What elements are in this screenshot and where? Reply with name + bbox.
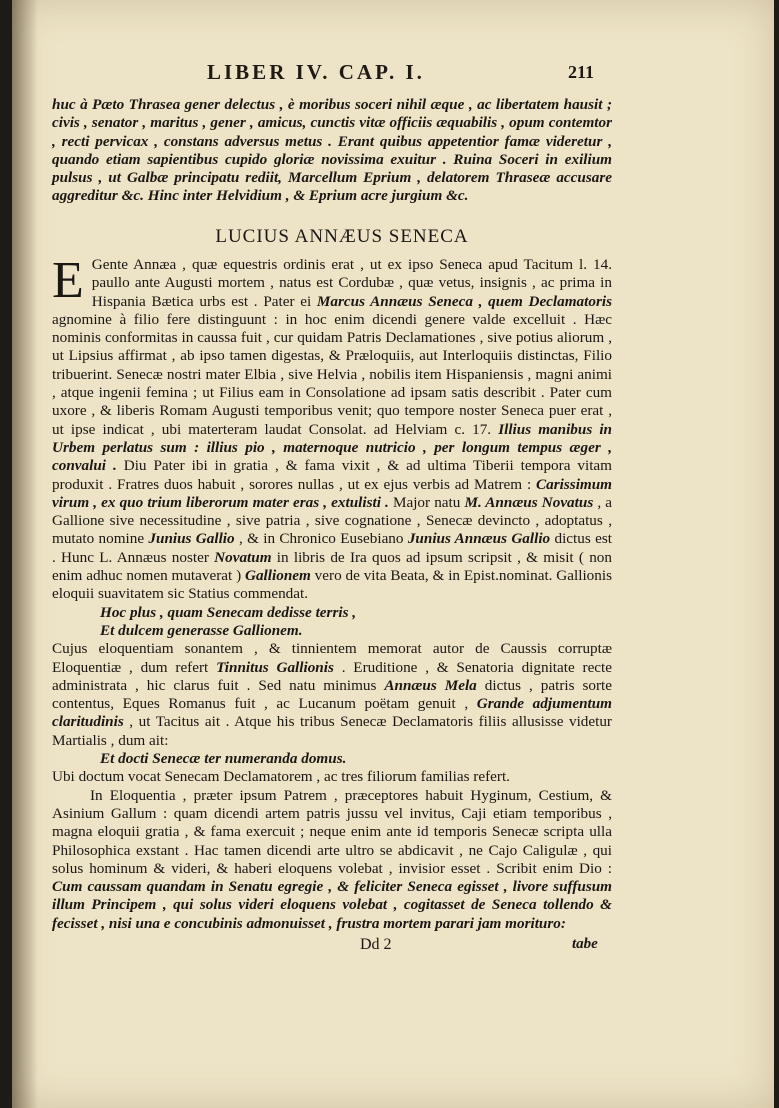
running-title: LIBER IV. CAP. I. [207, 60, 425, 84]
italic-run: Cum caussam quandam in Senatu egregie , & feliciter Seneca egisset , livore suffusum illum Principem , qui solus videri eloquens volebat , cogitasset de Seneca tollendo & fecisset , nisi una e concubinis admonuisset , frustra mortem parari jam morituro: [52, 878, 612, 932]
text-run: dictus est . Hunc L. Annæus noster [52, 530, 612, 566]
text-run: vero de vita Beata, & in Epist.nominat. Gallionis eloquii suavitatem sic Statius commendat. [52, 567, 612, 603]
text-run: , & in Chronico Eusebiano [234, 530, 408, 548]
text-run: , a Gallione sive necessitudine , sive patria , sive cognatione , Senecæ devincto , adoptatus , mutato nomine [52, 493, 612, 548]
page-header [12, 58, 774, 88]
italic-run: Illius manibus in Urbem perlatus sum : illius pio , maternoque nutricio , per longum tempus æger , convalui . [52, 420, 612, 475]
section-title: LUCIUS ANNÆUS SENECA [215, 226, 469, 247]
text-run: in libris de Ira quos ad ipsum scripsit , & misit ( non enim adhuc nomen mutaverat ) [52, 548, 612, 585]
text-run: dictus , patris sorte contentus, Eques Romanus fuit , ac Lucanum poëtam genuit , [52, 676, 612, 713]
verse-line: Et dulcem generasse Gallionem. [100, 621, 303, 639]
book-page [12, 0, 774, 1108]
signature-mark: Dd 2 [360, 936, 392, 953]
italic-run: Marcus Annæus Seneca , quem Declamatoris [316, 292, 612, 310]
verse-line: Et docti Senecæ ter numeranda domus. [100, 750, 347, 768]
text-run: Major natu [388, 493, 465, 511]
text-run: In Eloquentia , præter ipsum Patrem , præceptores habuit Hyginum, Cestium, & Asinium Gallum : quam dicendi artem patris jussu vel invitus, Caji etiam temporibus , magna eloquii gratia , & fama exercuit ; neque enim ante id temporis Senecæ scripta ulla Philosophica exstant . Hac tamen dicendi arte ultro se abdicavit , ne Cajo Caligulæ , qui solus hominum & videri, & haberi eloquens volebat , invisior esset . Scribit enim Dio : [52, 786, 612, 877]
page-number: 211 [568, 62, 595, 82]
paragraph-1 [52, 252, 612, 604]
italic-run: Tinnitus Gallionis [216, 658, 334, 676]
italic-run: M. Annæus Novatus [464, 493, 594, 511]
italic-run: Junius Gallio [148, 530, 235, 548]
italic-run: Gallionem [245, 567, 311, 585]
text-run: , ut Tacitus ait . Atque his tribus Senecæ Declamatoris filiis allusisse videtur Martialis , dum ait: [52, 713, 612, 749]
text-run: Diu Pater ibi in gratia , & fama vixit , & ad ultima Tiberii tempora vitam produxit . Fratres duos habuit , sorores nullas , ut ex ejus verbis ad Matrem : [52, 457, 612, 493]
intro-paragraph [52, 96, 612, 206]
catchword: tabe [572, 936, 598, 952]
italic-run: Novatum [214, 548, 272, 566]
paragraph-2 [52, 640, 612, 750]
italic-run: Junius Annæus Gallio [407, 530, 551, 548]
page-footer [12, 932, 672, 954]
text-run: . Eruditione , & Senatoria dignitate recte administrata , hic clarus fuit . Sed natu minimus [52, 658, 613, 694]
body-text [52, 252, 613, 933]
text-run: Gente Annæa , quæ equestris ordinis erat , ut ex ipso Seneca apud Tacitum l. 14. paullo ante Augusti mortem , natus est Cordubæ , quæ vetus, insignis , ac prima in Hispania Bætica urbs est . Pater ei [91, 256, 612, 310]
text-run: Cujus eloquentiam sonantem , & tinnientem memorat autor de Caussis corruptæ Eloquentiæ , dum refert [52, 640, 612, 676]
italic-run: Grande adjumentum claritudinis [52, 695, 612, 731]
verse-line: Hoc plus , quam Senecam dedisse terris , [100, 603, 357, 621]
intro-text: huc à Pæto Thrasea gener delectus , è moribus soceri nihil æque , ac libertatem hausit ; civis , senator , maritus , gener , amicus, cunctis vitæ officiis æquabilis , opum contemtor , recti pervicax , constans adversus metus . Erant quibus appetentior famæ videretur , quando etiam sapientibus cupido gloriæ novissima exuitur . Ruina Soceri in exilium pulsus , ut Galbæ principatu rediit, Marcellum Eprium , delatorem Thraseæ accusare aggreditur &c. Hinc inter Helvidium , & Eprium acre jurgium &c. [52, 96, 612, 205]
paragraph-3: Ubi doctum vocat Senecam Declamatorem , ac tres filiorum familias refert. [52, 768, 510, 786]
italic-run: Carissimum virum , ex quo trium liberorum mater eras , extulisti . [52, 475, 612, 511]
text-run: agnomine à filio fere distinguunt : in hoc enim dicendi genere valde excelluit . Hæc nominis conformitas in caussa fuit , cur quidam Patris Declamationes , sive potius aliorum , ut Lipsius affirmat , ab ipso tamen digestas, & Præloquiis, aut Interloquiis distinctas, Filio tribuerint. Senecæ nostri mater Elbia , sive Helvia , nobilis item Hispaniensis , magni animi , atque ingenii femina ; ut Filius eam in Consolatione ad ipsam satis describit . Pater cum uxore , & liberis Romam Augusti temporibus venit; quo tempore noster Seneca puer erat , ut ipse indicat , ubi materteram laudat Consolat. ad Helviam c. 17. [52, 310, 612, 438]
paragraph-4 [52, 787, 612, 933]
italic-run: Annæus Mela [384, 676, 477, 694]
drop-cap: E [52, 252, 84, 309]
